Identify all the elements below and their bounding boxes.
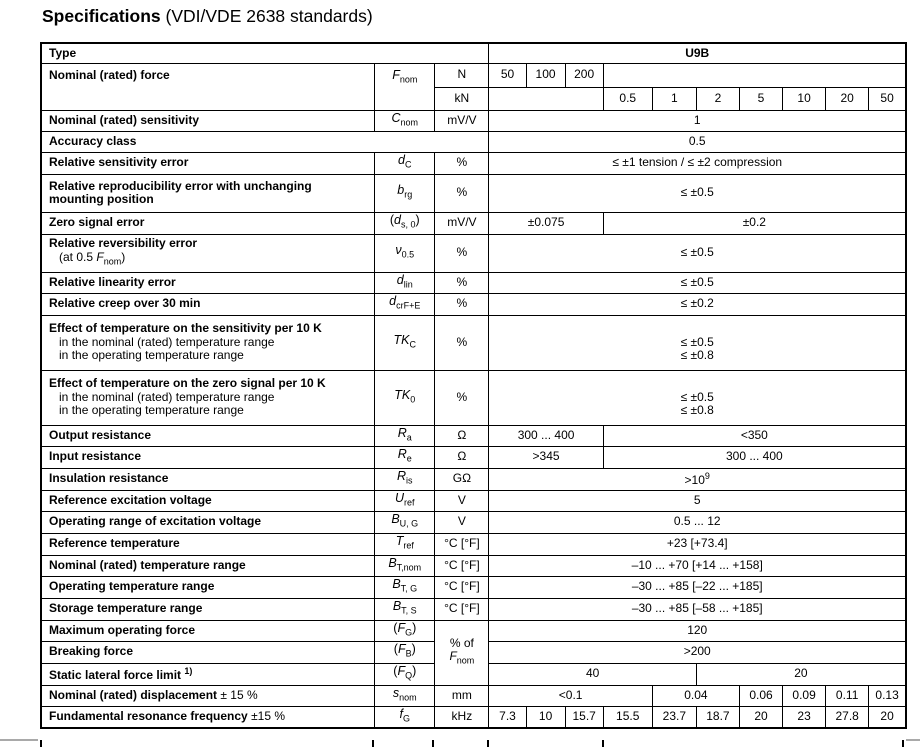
cell-label: Zero signal error: [41, 212, 375, 234]
cell-sym: $f_G$: [375, 706, 435, 728]
table-row: [41, 174, 906, 212]
cell-val: 1: [489, 110, 906, 131]
cell-val: –10 ... +70 [+14 ... +158]: [489, 555, 906, 576]
cell-unit: %: [435, 234, 489, 272]
cell-unit: % of $F_{nom}$: [435, 620, 489, 685]
cell-label: Nominal (rated) sensitivity: [41, 110, 375, 131]
cell-label: Nominal (rated) force: [41, 63, 375, 110]
cell-val: 300 ... 400: [603, 446, 906, 468]
table-border-stub: [487, 740, 489, 747]
cell-label: Fundamental resonance frequency ±15 %: [41, 706, 375, 728]
cell-val: 23: [783, 706, 826, 728]
cell-unit: V: [435, 511, 489, 533]
table-row: [41, 555, 906, 576]
cell-label: Insulation resistance: [41, 468, 375, 490]
cell-unit: %: [435, 272, 489, 293]
cell-val: 18.7: [696, 706, 739, 728]
cell-sym: $B_{U, G}$: [375, 511, 435, 533]
table-row: [41, 212, 906, 234]
cell-unit: %: [435, 174, 489, 212]
cell-unit: mV/V: [435, 212, 489, 234]
cell-label: Nominal (rated) temperature range: [41, 555, 375, 576]
cell-sym: $d_{lin}$: [375, 272, 435, 293]
cell-label: Reference temperature: [41, 533, 375, 555]
cell-label: Relative linearity error: [41, 272, 375, 293]
cell-unit: °C [°F]: [435, 533, 489, 555]
cell-val: U9B: [489, 43, 906, 63]
cell-val: <0.1: [489, 685, 652, 706]
cell-val: ≤ ±0.2: [489, 293, 906, 315]
cell-sym: $R_{is}$: [375, 468, 435, 490]
cell-sym: $d_C$: [375, 152, 435, 174]
cell-sym: $F_{nom}$: [375, 63, 435, 110]
table-row: [41, 685, 906, 706]
table-row: [41, 43, 906, 63]
cell-val: 50: [489, 63, 526, 87]
cell-val: 0.06: [739, 685, 782, 706]
table-row: [41, 315, 906, 370]
cell-label: Accuracy class: [41, 131, 489, 152]
cell-label: Operating range of excitation voltage: [41, 511, 375, 533]
cell-val: –30 ... +85 [–22 ... +185]: [489, 576, 906, 598]
cell-label: Relative reversibility error (at 0.5 $F_{nom}$): [41, 234, 375, 272]
cell-val: 15.5: [603, 706, 652, 728]
cell-val: 20: [739, 706, 782, 728]
cell-unit: mm: [435, 685, 489, 706]
cell-val: >345: [489, 446, 603, 468]
cell-sym: $T_{ref}$: [375, 533, 435, 555]
cell-label: Effect of temperature on the sensitivity per 10 K in the nominal (rated) temperature range in the operating temperature range: [41, 315, 375, 370]
cell-sym: $TK_0$: [375, 370, 435, 425]
cell-val: [603, 63, 906, 87]
cell-unit: GΩ: [435, 468, 489, 490]
cell-val: 40: [489, 663, 696, 685]
cell-sym: $(d_{s, 0})$: [375, 212, 435, 234]
cell-val: 20: [869, 706, 906, 728]
table-border-stub: [40, 740, 42, 747]
cell-unit: °C [°F]: [435, 555, 489, 576]
cell-val: >200: [489, 641, 906, 663]
cell-sym: $TK_C$: [375, 315, 435, 370]
table-border-stub: [432, 740, 434, 747]
cell-sym: $s_{nom}$: [375, 685, 435, 706]
cell-val: 0.04: [652, 685, 739, 706]
cell-val: 0.13: [869, 685, 906, 706]
cell-label: Effect of temperature on the zero signal per 10 K in the nominal (rated) temperature range in the operating temperature range: [41, 370, 375, 425]
table-row: [41, 272, 906, 293]
cell-unit: %: [435, 293, 489, 315]
cell-val: ±0.075: [489, 212, 603, 234]
cell-unit: °C [°F]: [435, 576, 489, 598]
table-row: [41, 533, 906, 555]
table-row: [41, 576, 906, 598]
cell-sym: $C_{nom}$: [375, 110, 435, 131]
cell-label: Relative sensitivity error: [41, 152, 375, 174]
page-title-main: Specifications: [42, 6, 161, 26]
table-row: [41, 234, 906, 272]
cell-val: +23 [+73.4]: [489, 533, 906, 555]
cell-label: Input resistance: [41, 446, 375, 468]
cell-unit: kN: [435, 87, 489, 110]
cell-label: Operating temperature range: [41, 576, 375, 598]
cell-val: 10: [526, 706, 565, 728]
cell-val: 23.7: [652, 706, 696, 728]
cell-val: ≤ ±0.5: [489, 272, 906, 293]
cell-val: 0.5: [489, 131, 906, 152]
cell-val: ≤ ±0.5: [489, 234, 906, 272]
table-row: [41, 63, 906, 87]
cell-val: ≤ ±0.5 ≤ ±0.8: [489, 315, 906, 370]
cell-unit: %: [435, 152, 489, 174]
table-row: [41, 620, 906, 641]
table-row: [41, 370, 906, 425]
table-row: [41, 131, 906, 152]
cell-label: Reference excitation voltage: [41, 490, 375, 511]
cell-val: [489, 87, 603, 110]
cell-val: 20: [696, 663, 906, 685]
cell-unit: N: [435, 63, 489, 87]
cell-val: 0.11: [826, 685, 869, 706]
cell-label: Nominal (rated) displacement ± 15 %: [41, 685, 375, 706]
table-row: [41, 706, 906, 728]
cell-unit: %: [435, 315, 489, 370]
table-row: [41, 110, 906, 131]
cell-val: ±0.2: [603, 212, 906, 234]
cell-val: ≤ ±1 tension / ≤ ±2 compression: [489, 152, 906, 174]
cell-val: 50: [869, 87, 906, 110]
cell-val: 1: [652, 87, 696, 110]
cell-val: 27.8: [826, 706, 869, 728]
cell-sym: $B_{T, S}$: [375, 598, 435, 620]
cell-val: 5: [489, 490, 906, 511]
cell-sym: $(F_Q)$: [375, 663, 435, 685]
cell-unit: kHz: [435, 706, 489, 728]
cell-val: –30 ... +85 [–58 ... +185]: [489, 598, 906, 620]
table-row: [41, 511, 906, 533]
cell-sym: $R_a$: [375, 425, 435, 446]
cell-val: 300 ... 400: [489, 425, 603, 446]
cell-unit: Ω: [435, 446, 489, 468]
cell-val: 200: [565, 63, 603, 87]
page-title-suffix: (VDI/VDE 2638 standards): [160, 6, 373, 26]
table-border-stub: [372, 740, 374, 747]
cell-sym: $U_{ref}$: [375, 490, 435, 511]
table-border-stub: [902, 740, 904, 747]
cell-unit: Ω: [435, 425, 489, 446]
table-row: [41, 598, 906, 620]
cell-label: Maximum operating force: [41, 620, 375, 641]
cell-sym: $d_{crF+E}$: [375, 293, 435, 315]
table-row: [41, 446, 906, 468]
table-row: [41, 293, 906, 315]
cell-val: 0.5: [603, 87, 652, 110]
cell-val: 2: [696, 87, 739, 110]
cell-val: 0.09: [783, 685, 826, 706]
cell-val: 120: [489, 620, 906, 641]
cell-label: Type: [41, 43, 489, 63]
cell-sym: $b_{rg}$: [375, 174, 435, 212]
cell-label: Breaking force: [41, 641, 375, 663]
cell-label: Static lateral force limit $^{1)}$: [41, 663, 375, 685]
cell-unit: V: [435, 490, 489, 511]
table-background-mask: [38, 736, 906, 747]
cell-sym: $B_{T, G}$: [375, 576, 435, 598]
table-row: [41, 152, 906, 174]
cell-val: $>10^9$: [489, 468, 906, 490]
cell-label: Storage temperature range: [41, 598, 375, 620]
cell-label: Relative reproducibility error with unchanging mounting position: [41, 174, 375, 212]
cell-unit: °C [°F]: [435, 598, 489, 620]
table-row: [41, 490, 906, 511]
cell-val: 5: [739, 87, 782, 110]
cell-val: 10: [783, 87, 826, 110]
cell-val: 20: [826, 87, 869, 110]
cell-sym: $\nu_{0.5}$: [375, 234, 435, 272]
cell-val: 100: [526, 63, 565, 87]
page-title: [42, 6, 373, 27]
cell-label: Relative creep over 30 min: [41, 293, 375, 315]
cell-val: <350: [603, 425, 906, 446]
cell-sym: $B_{T,nom}$: [375, 555, 435, 576]
table-row: [41, 425, 906, 446]
table-row: [41, 468, 906, 490]
cell-val: ≤ ±0.5 ≤ ±0.8: [489, 370, 906, 425]
cell-unit: %: [435, 370, 489, 425]
cell-val: 0.5 ... 12: [489, 511, 906, 533]
cell-val: 15.7: [565, 706, 603, 728]
cell-sym: $(F_B)$: [375, 641, 435, 663]
cell-label: Output resistance: [41, 425, 375, 446]
table-border-stub: [602, 740, 604, 747]
cell-sym: $R_e$: [375, 446, 435, 468]
specifications-table: [40, 42, 907, 729]
cell-val: 7.3: [489, 706, 526, 728]
cell-val: ≤ ±0.5: [489, 174, 906, 212]
cell-unit: mV/V: [435, 110, 489, 131]
cell-sym: $(F_G)$: [375, 620, 435, 641]
